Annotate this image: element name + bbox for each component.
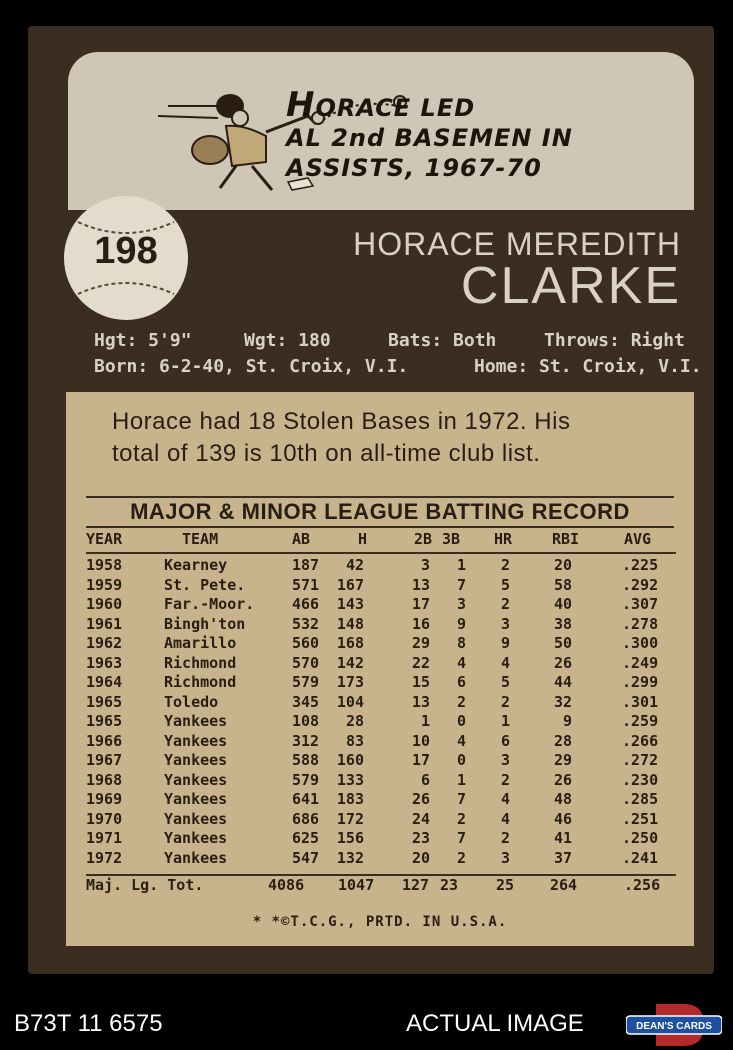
header-3b: 3B <box>442 530 461 548</box>
table-cell: Yankees <box>164 712 228 730</box>
table-cell: 37 <box>553 848 572 867</box>
table-cell: .259 <box>622 712 659 730</box>
table-cell: 32 <box>553 692 572 711</box>
table-cell: .250 <box>622 829 659 847</box>
table-cell: 2 <box>456 809 466 828</box>
table-cell: 26 <box>411 790 430 808</box>
table-cell: 13 <box>411 575 430 594</box>
deans-cards-logo <box>626 1002 722 1048</box>
table-row <box>86 556 676 576</box>
table-cell: 1970 <box>86 809 123 828</box>
table-cell: 2 <box>500 692 510 711</box>
table-cell: 1965 <box>86 692 123 711</box>
player-first-names: HORACE MEREDITH <box>353 226 681 262</box>
table-cell: 29 <box>411 634 430 652</box>
table-row <box>86 712 676 732</box>
table-cell: 1969 <box>86 790 123 808</box>
table-cell: 1968 <box>86 770 123 789</box>
table-cell: 1960 <box>86 595 123 613</box>
table-cell: 1971 <box>86 829 123 847</box>
table-cell: 1 <box>420 712 430 730</box>
table-cell: 9 <box>456 614 466 633</box>
table-cell: 132 <box>336 848 364 867</box>
table-cell: 9 <box>500 634 510 652</box>
table-cell: 20 <box>553 556 572 574</box>
table-cell: 5 <box>500 673 510 691</box>
table-cell: 2 <box>456 848 466 867</box>
table-cell: 532 <box>292 614 320 633</box>
table-cell: 1963 <box>86 653 123 672</box>
table-cell: 104 <box>336 692 364 711</box>
table-cell: 466 <box>292 595 320 613</box>
table-cell: 167 <box>336 575 364 594</box>
table-cell: 4 <box>500 653 510 672</box>
table-cell: 686 <box>292 809 320 828</box>
header-h: H <box>358 530 368 548</box>
table-cell: Toledo <box>164 692 219 711</box>
header-2b: 2B <box>414 530 433 548</box>
table-row <box>86 810 676 830</box>
table-row <box>86 732 676 752</box>
table-row <box>86 771 676 791</box>
player-blurb <box>112 406 672 470</box>
table-cell: 588 <box>292 751 320 769</box>
table-cell: .249 <box>622 653 659 672</box>
table-cell: 0 <box>456 751 466 769</box>
table-cell: Yankees <box>164 809 228 828</box>
table-cell: Yankees <box>164 731 228 750</box>
table-cell: 108 <box>292 712 320 730</box>
table-cell: St. Pete. <box>164 575 246 594</box>
table-cell: 10 <box>411 731 430 750</box>
table-cell: 29 <box>553 751 572 769</box>
cartoon-line-1: ORACE LED <box>315 94 476 122</box>
cartoon-panel <box>68 52 694 210</box>
header-hr: HR <box>494 530 513 548</box>
table-row <box>86 595 676 615</box>
table-cell: 6 <box>456 673 466 691</box>
table-cell: Amarillo <box>164 634 237 652</box>
table-cell: 1958 <box>86 556 123 574</box>
copyright-footer: * *©T.C.G., PRTD. IN U.S.A. <box>252 914 508 930</box>
table-cell: 44 <box>553 673 572 691</box>
table-cell: 4 <box>500 809 510 828</box>
table-cell: 156 <box>336 829 364 847</box>
totals-2b: 127 <box>402 876 430 894</box>
table-cell: .251 <box>622 809 659 828</box>
table-cell: 183 <box>336 790 364 808</box>
table-cell: 17 <box>411 595 430 613</box>
table-cell: 7 <box>456 829 466 847</box>
table-cell: 312 <box>292 731 320 750</box>
table-cell: 83 <box>345 731 364 750</box>
header-year: YEAR <box>86 530 123 548</box>
actual-image-label: ACTUAL IMAGE <box>406 1010 584 1037</box>
table-cell: 23 <box>411 829 430 847</box>
table-cell: 345 <box>292 692 320 711</box>
table-cell: 6 <box>420 770 430 789</box>
table-cell: 1 <box>500 712 510 730</box>
table-cell: 26 <box>553 653 572 672</box>
table-row <box>86 576 676 596</box>
totals-rbi: 264 <box>550 876 578 894</box>
table-cell: .292 <box>622 575 659 594</box>
table-cell: 6 <box>500 731 510 750</box>
cartoon-initial: H <box>286 85 316 125</box>
table-cell: 579 <box>292 673 320 691</box>
table-cell: Yankees <box>164 790 228 808</box>
table-cell: 3 <box>420 556 430 574</box>
table-cell: .307 <box>622 595 659 613</box>
bats-stat: Bats: Both <box>388 330 497 351</box>
cartoon-line-2: AL 2nd BASEMEN IN <box>286 124 573 152</box>
table-cell: Yankees <box>164 829 228 847</box>
totals-h: 1047 <box>338 876 375 894</box>
table-cell: 3 <box>500 751 510 769</box>
table-cell: 1966 <box>86 731 123 750</box>
table-cell: 16 <box>411 614 430 633</box>
table-cell: 1 <box>456 770 466 789</box>
table-row <box>86 829 676 849</box>
card-number: 198 <box>94 230 158 272</box>
table-cell: 48 <box>553 790 572 808</box>
logo-text: DEAN'S CARDS <box>636 1021 712 1032</box>
table-cell: 172 <box>336 809 364 828</box>
table-cell: 3 <box>500 614 510 633</box>
table-cell: 38 <box>553 614 572 633</box>
table-cell: 5 <box>500 575 510 594</box>
table-cell: 570 <box>292 653 320 672</box>
table-row <box>86 634 676 654</box>
totals-ab: 4086 <box>268 876 305 894</box>
table-cell: 8 <box>456 634 466 652</box>
table-cell: 46 <box>553 809 572 828</box>
table-cell: .300 <box>622 634 659 652</box>
table-cell: 148 <box>336 614 364 633</box>
table-cell: .230 <box>622 770 659 789</box>
header-ab: AB <box>292 530 311 548</box>
table-row <box>86 673 676 693</box>
table-cell: 160 <box>336 751 364 769</box>
table-cell: 1967 <box>86 751 123 769</box>
table-cell: 1962 <box>86 634 123 652</box>
table-cell: 143 <box>336 595 364 613</box>
table-cell: Kearney <box>164 556 228 574</box>
cartoon-line-3: ASSISTS, 1967-70 <box>286 154 542 182</box>
table-cell: 7 <box>456 790 466 808</box>
table-cell: 26 <box>553 770 572 789</box>
table-row <box>86 790 676 810</box>
table-cell: 22 <box>411 653 430 672</box>
table-cell: Yankees <box>164 751 228 769</box>
table-cell: .285 <box>622 790 659 808</box>
table-cell: .272 <box>622 751 659 769</box>
table-cell: Richmond <box>164 653 237 672</box>
table-cell: .301 <box>622 692 659 711</box>
table-cell: 24 <box>411 809 430 828</box>
table-cell: .299 <box>622 673 659 691</box>
weight-stat: Wgt: 180 <box>244 330 331 351</box>
table-cell: 42 <box>345 556 364 574</box>
table-cell: 142 <box>336 653 364 672</box>
table-cell: 41 <box>553 829 572 847</box>
table-cell: 133 <box>336 770 364 789</box>
table-cell: 4 <box>500 790 510 808</box>
header-team: TEAM <box>182 530 219 548</box>
table-cell: 1965 <box>86 712 123 730</box>
home-stat: Home: St. Croix, V.I. <box>474 356 702 377</box>
table-cell: .225 <box>622 556 659 574</box>
table-cell: .278 <box>622 614 659 633</box>
table-cell: 3 <box>456 595 466 613</box>
header-rbi: RBI <box>552 530 580 548</box>
table-cell: 1961 <box>86 614 123 633</box>
table-cell: 9 <box>562 712 572 730</box>
born-stat: Born: 6-2-40, St. Croix, V.I. <box>94 356 409 377</box>
table-row <box>86 751 676 771</box>
table-cell: Yankees <box>164 848 228 867</box>
blurb-line-2: total of 139 is 10th on all-time club list. <box>112 440 541 467</box>
table-cell: 2 <box>500 595 510 613</box>
header-avg: AVG <box>624 530 652 548</box>
table-row <box>86 654 676 674</box>
table-cell: 2 <box>500 829 510 847</box>
table-cell: .266 <box>622 731 659 750</box>
table-cell: Bingh'ton <box>164 614 246 633</box>
table-cell: 187 <box>292 556 320 574</box>
totals-3b: 23 <box>440 876 459 894</box>
table-cell: 17 <box>411 751 430 769</box>
table-cell: .241 <box>622 848 659 867</box>
table-cell: 1964 <box>86 673 123 691</box>
throws-stat: Throws: Right <box>544 330 685 351</box>
table-cell: 641 <box>292 790 320 808</box>
table-cell: 7 <box>456 575 466 594</box>
table-cell: Yankees <box>164 770 228 789</box>
table-cell: 2 <box>500 770 510 789</box>
inventory-code: B73T 11 6575 <box>14 1010 163 1037</box>
player-last-name: CLARKE <box>460 257 681 315</box>
table-header-row <box>86 530 676 554</box>
blurb-line-1: Horace had 18 Stolen Bases in 1972. His <box>112 408 571 435</box>
table-cell: 625 <box>292 829 320 847</box>
table-cell: 15 <box>411 673 430 691</box>
table-cell: 40 <box>553 595 572 613</box>
batting-record-rows <box>86 556 676 868</box>
table-cell: Far.-Moor. <box>164 595 255 613</box>
table-cell: 560 <box>292 634 320 652</box>
totals-hr: 25 <box>496 876 515 894</box>
table-cell: 579 <box>292 770 320 789</box>
table-cell: 50 <box>553 634 572 652</box>
table-cell: 1 <box>456 556 466 574</box>
table-cell: 2 <box>456 692 466 711</box>
table-cell: 28 <box>345 712 364 730</box>
height-stat: Hgt: 5'9" <box>94 330 192 351</box>
table-row <box>86 693 676 713</box>
table-cell: 168 <box>336 634 364 652</box>
table-row <box>86 849 676 869</box>
totals-row <box>86 874 676 898</box>
table-cell: 571 <box>292 575 320 594</box>
table-title: MAJOR & MINOR LEAGUE BATTING RECORD <box>86 496 674 528</box>
table-cell: 1959 <box>86 575 123 594</box>
table-cell: 1972 <box>86 848 123 867</box>
table-cell: 4 <box>456 731 466 750</box>
table-cell: 28 <box>553 731 572 750</box>
table-cell: 0 <box>456 712 466 730</box>
cartoon-caption <box>286 85 686 183</box>
table-cell: 2 <box>500 556 510 574</box>
table-cell: 13 <box>411 692 430 711</box>
table-row <box>86 615 676 635</box>
totals-avg: .256 <box>624 876 661 894</box>
table-cell: Richmond <box>164 673 237 691</box>
table-cell: 3 <box>500 848 510 867</box>
table-cell: 58 <box>553 575 572 594</box>
table-cell: 173 <box>336 673 364 691</box>
table-cell: 4 <box>456 653 466 672</box>
table-cell: 20 <box>411 848 430 867</box>
table-cell: 547 <box>292 848 320 867</box>
totals-label: Maj. Lg. Tot. <box>86 876 204 894</box>
